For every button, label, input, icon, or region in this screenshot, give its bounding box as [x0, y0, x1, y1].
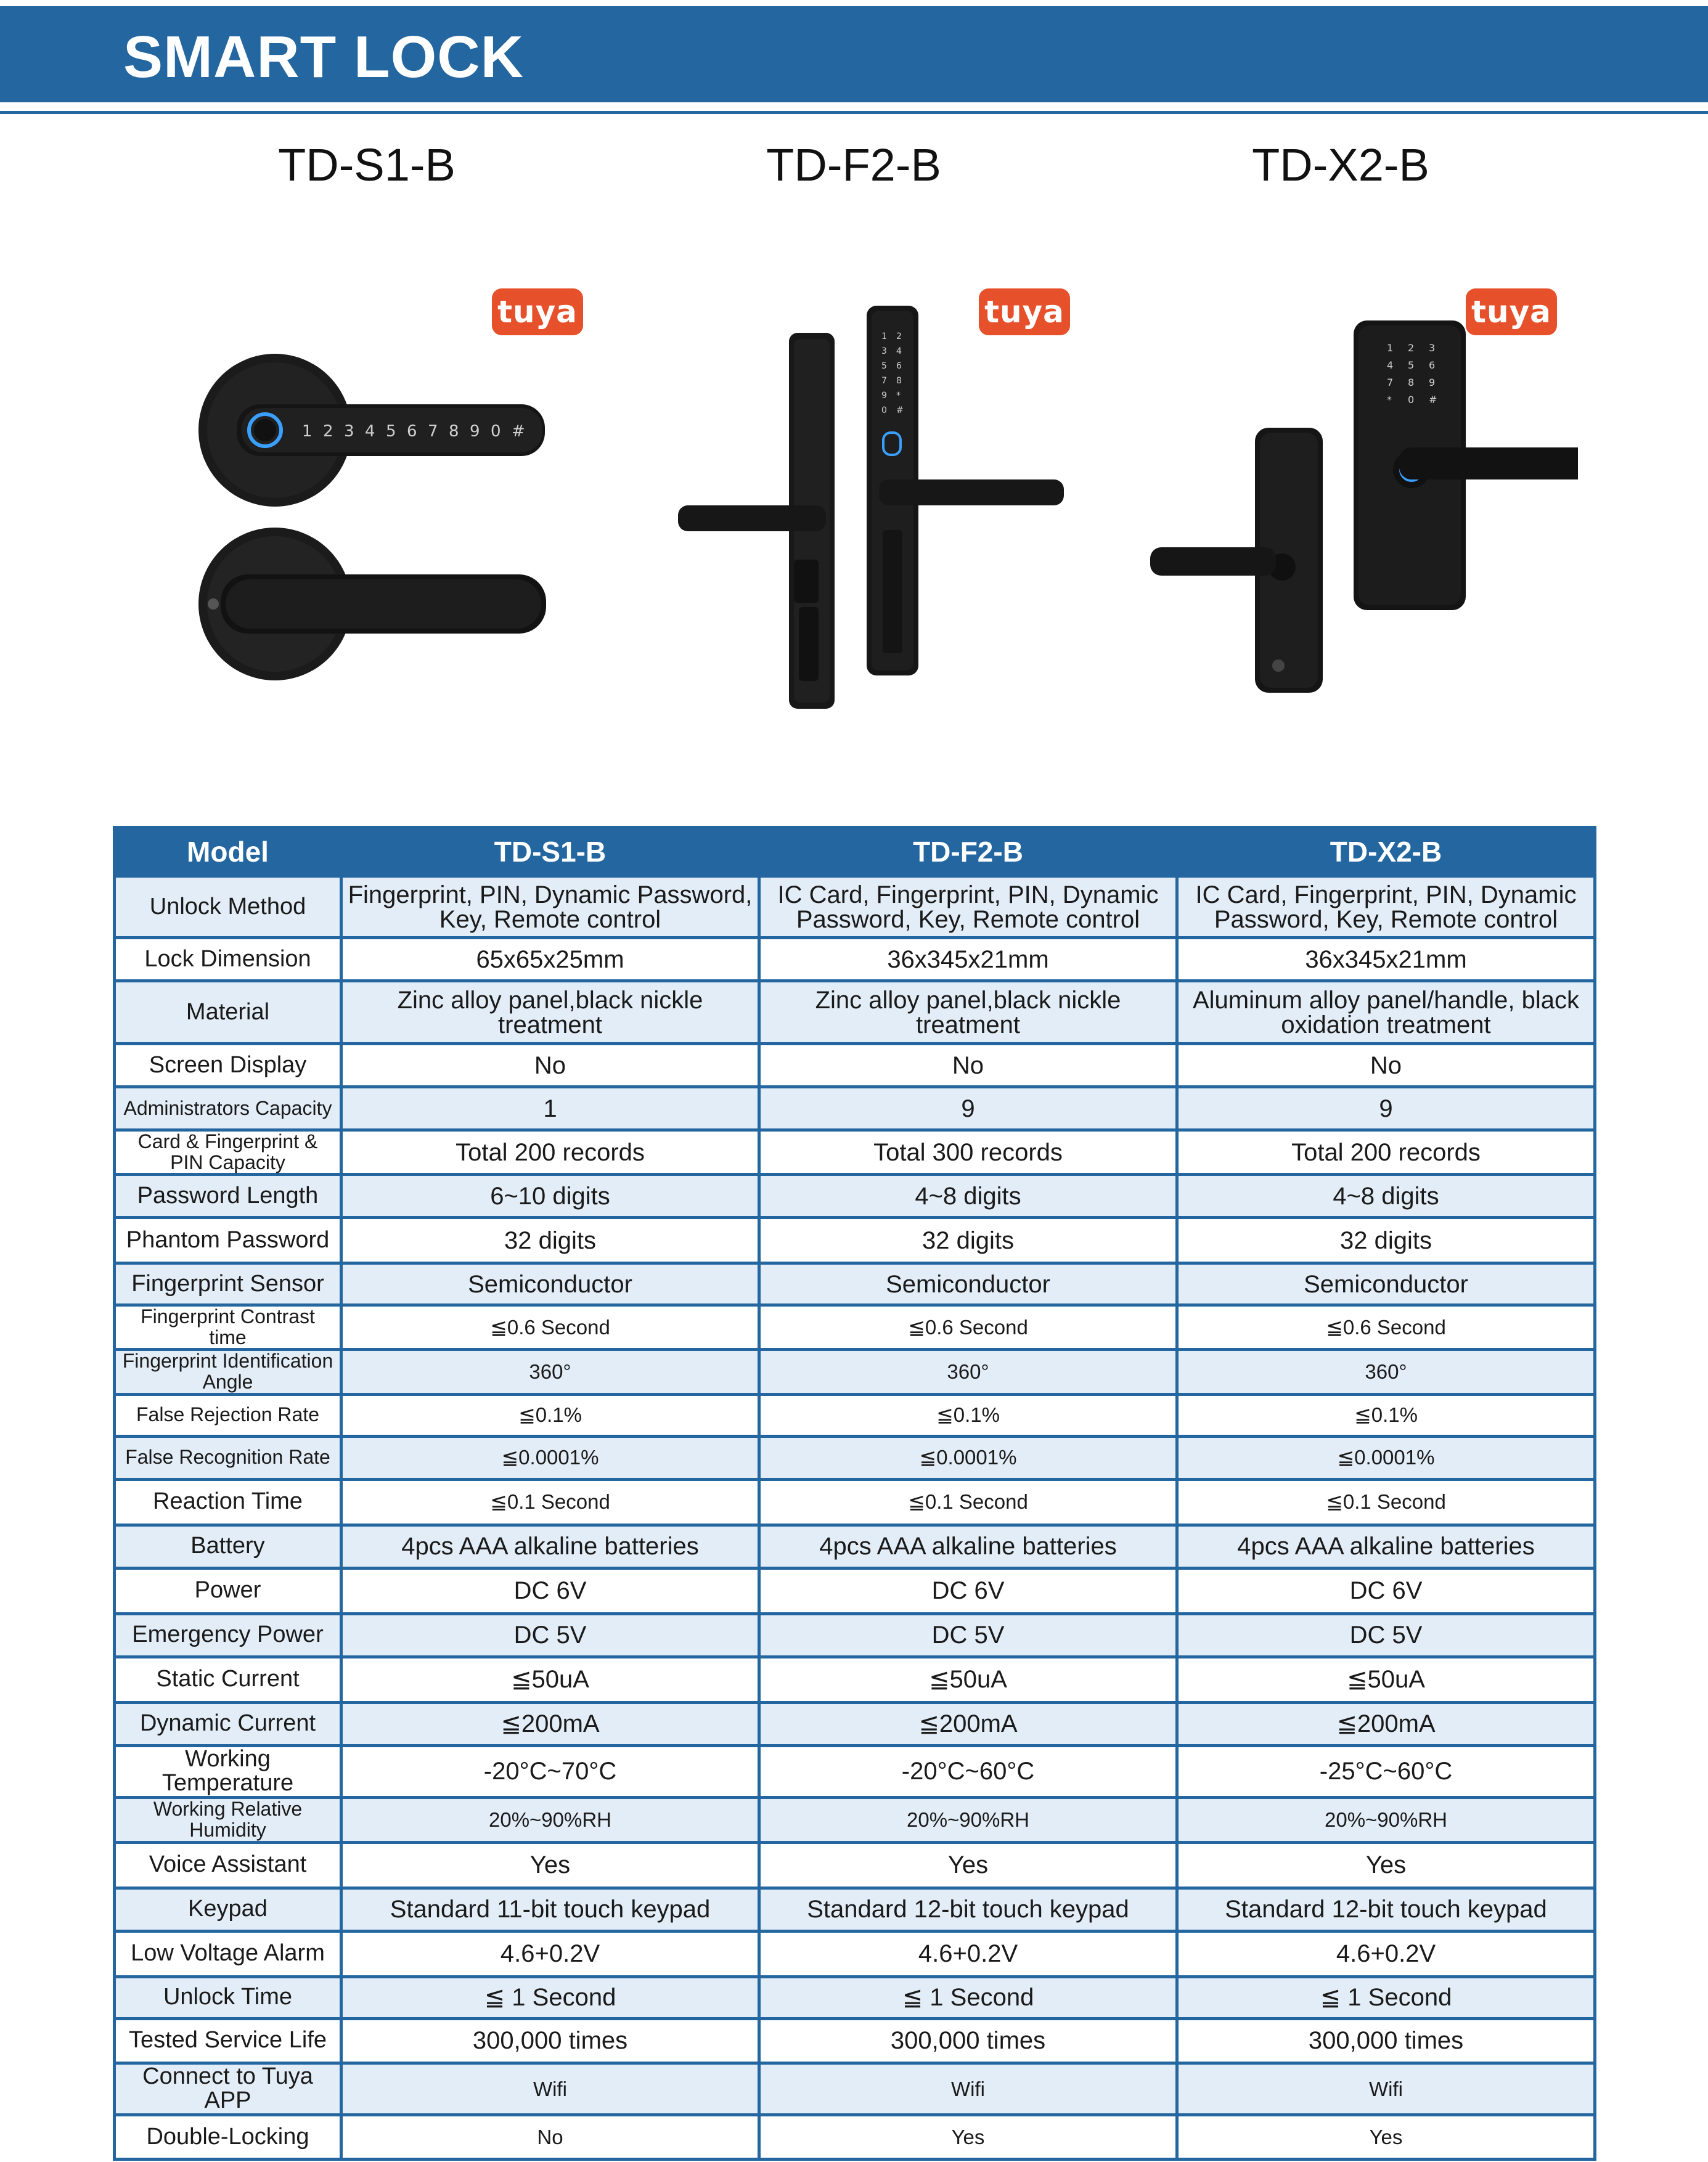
keypad-digit: 6: [1429, 359, 1436, 371]
model-heading-td-f2-b: TD-F2-B: [766, 139, 941, 190]
cell-value: 300,000 times: [1177, 2018, 1595, 2063]
cell-value: IC Card, Fingerprint, PIN, Dynamic Password, Key, Remote control: [1177, 876, 1595, 938]
cell-value: No: [759, 1044, 1177, 1087]
cell-value: 65x65x25mm: [341, 938, 759, 981]
row-label: Battery: [115, 1525, 341, 1568]
cell-value: 4.6+0.2V: [759, 1931, 1177, 1976]
cell-value: 4pcs AAA alkaline batteries: [1177, 1525, 1595, 1568]
cell-value: ≦0.0001%: [759, 1436, 1177, 1479]
cell-value: Total 300 records: [759, 1130, 1177, 1175]
cell-value: Standard 12-bit touch keypad: [1177, 1888, 1595, 1931]
row-label: Fingerprint Contrast time: [115, 1305, 341, 1350]
cell-value: Standard 11-bit touch keypad: [341, 1888, 759, 1931]
row-label: Unlock Time: [115, 1976, 341, 2018]
cell-value: ≦0.1 Second: [341, 1479, 759, 1525]
table-row: [115, 1657, 1595, 1702]
cell-value: DC 5V: [759, 1613, 1177, 1657]
cell-value: Standard 12-bit touch keypad: [759, 1888, 1177, 1931]
cell-value: Yes: [1177, 1842, 1595, 1888]
cell-value: IC Card, Fingerprint, PIN, Dynamic Password, Key, Remote control: [759, 876, 1177, 938]
row-label: Reaction Time: [115, 1479, 341, 1525]
cell-value: Total 200 records: [1177, 1130, 1595, 1175]
cell-value: Total 200 records: [341, 1130, 759, 1175]
keypad-digit: 1: [881, 332, 887, 341]
cell-value: -20°C~60°C: [759, 1745, 1177, 1798]
cell-value: -25°C~60°C: [1177, 1745, 1595, 1798]
cell-value: ≦ 1 Second: [341, 1976, 759, 2018]
cell-value: ≦50uA: [759, 1657, 1177, 1702]
row-label: False Rejection Rate: [115, 1394, 341, 1436]
cell-value: ≦0.0001%: [341, 1436, 759, 1479]
keypad-digit: 0: [1408, 394, 1415, 406]
model-heading-td-s1-b: TD-S1-B: [278, 139, 456, 190]
header-cell-model: Model: [115, 828, 341, 876]
cell-value: 4pcs AAA alkaline batteries: [759, 1525, 1177, 1568]
table-row: [115, 1394, 1595, 1436]
keypad-digit: 8: [449, 422, 459, 441]
page-title: SMART LOCK: [123, 24, 524, 90]
header-divider: [0, 111, 1708, 114]
cell-value: 300,000 times: [341, 2018, 759, 2063]
row-label: Administrators Capacity: [115, 1087, 341, 1130]
keypad-digit: 7: [881, 376, 887, 386]
cell-value: ≦0.1%: [1177, 1394, 1595, 1436]
row-label: Voice Assistant: [115, 1842, 341, 1888]
table-row: [115, 2018, 1595, 2063]
header-cell-td-f2-b: TD-F2-B: [759, 828, 1177, 876]
table-row: [115, 1931, 1595, 1976]
cell-value: Wifi: [1177, 2063, 1595, 2115]
cell-value: ≦200mA: [1177, 1702, 1595, 1745]
cell-value: Zinc alloy panel,black nickle treatment: [341, 981, 759, 1044]
row-label: Fingerprint Sensor: [115, 1263, 341, 1305]
cell-value: 36x345x21mm: [759, 938, 1177, 981]
product-image-td-s1-b: [173, 271, 604, 733]
keypad-digit: 5: [1408, 359, 1415, 371]
cell-value: 32 digits: [1177, 1218, 1595, 1263]
slim-lock-illustration: [660, 271, 1091, 715]
cell-value: Yes: [341, 1842, 759, 1888]
cell-value: 20%~90%RH: [759, 1798, 1177, 1842]
cell-value: No: [1177, 1044, 1595, 1087]
keypad-digit: 9: [1429, 377, 1436, 388]
cell-value: 36x345x21mm: [1177, 938, 1595, 981]
keypad-digit: #: [1429, 394, 1437, 406]
table-row: [115, 1436, 1595, 1479]
cell-value: Fingerprint, PIN, Dynamic Password, Key, Remote control: [341, 876, 759, 938]
cell-value: DC 5V: [1177, 1613, 1595, 1657]
keypad-digit: 0: [491, 422, 501, 441]
tuya-logo: tuya: [1466, 288, 1557, 335]
table-row: [115, 2115, 1595, 2160]
cell-value: 9: [1177, 1087, 1595, 1130]
tuya-logo: tuya: [492, 288, 583, 335]
cell-value: 4.6+0.2V: [341, 1931, 759, 1976]
cell-value: ≦200mA: [341, 1702, 759, 1745]
row-label: Screen Display: [115, 1044, 341, 1087]
cell-value: ≦200mA: [759, 1702, 1177, 1745]
cell-value: ≦0.6 Second: [759, 1305, 1177, 1350]
row-label: Tested Service Life: [115, 2018, 341, 2063]
cell-value: 9: [759, 1087, 1177, 1130]
table-row: [115, 1798, 1595, 1842]
cell-value: Yes: [1177, 2115, 1595, 2160]
panel-lock-illustration: [1146, 271, 1578, 715]
cell-value: DC 6V: [759, 1568, 1177, 1613]
model-heading-td-x2-b: TD-X2-B: [1252, 139, 1429, 190]
keypad-digit: 8: [1408, 377, 1415, 388]
table-row: [115, 1613, 1595, 1657]
keypad-digit: 4: [1387, 359, 1394, 371]
cell-value: ≦0.1%: [341, 1394, 759, 1436]
cell-value: 360°: [341, 1350, 759, 1394]
cell-value: 360°: [1177, 1350, 1595, 1394]
row-label: Working Temperature: [115, 1745, 341, 1798]
cell-value: Semiconductor: [1177, 1263, 1595, 1305]
cell-value: ≦0.6 Second: [341, 1305, 759, 1350]
keypad-digit: 8: [896, 376, 902, 386]
cell-value: 1: [341, 1087, 759, 1130]
row-label: Static Current: [115, 1657, 341, 1702]
cell-value: Semiconductor: [341, 1263, 759, 1305]
table-row: [115, 1888, 1595, 1931]
row-label: Power: [115, 1568, 341, 1613]
row-label: Password Length: [115, 1175, 341, 1218]
keypad-digit: 6: [896, 361, 902, 371]
lever-lock-illustration: [173, 271, 604, 715]
header-cell-td-x2-b: TD-X2-B: [1177, 828, 1595, 876]
cell-value: 32 digits: [341, 1218, 759, 1263]
table-row: [115, 1218, 1595, 1263]
cell-value: Zinc alloy panel,black nickle treatment: [759, 981, 1177, 1044]
row-label: Connect to Tuya APP: [115, 2063, 341, 2115]
table-row: [115, 1175, 1595, 1218]
keypad-digit: *: [1387, 394, 1392, 406]
cell-value: Yes: [759, 1842, 1177, 1888]
header-cell-td-s1-b: TD-S1-B: [341, 828, 759, 876]
table-header-row: [115, 828, 1595, 876]
cell-value: No: [341, 1044, 759, 1087]
tuya-logo: tuya: [979, 288, 1070, 335]
keypad-digit: 7: [1387, 377, 1394, 388]
table-row: [115, 1568, 1595, 1613]
keypad-digit: 0: [881, 406, 887, 415]
row-label: Unlock Method: [115, 876, 341, 938]
cell-value: ≦0.6 Second: [1177, 1305, 1595, 1350]
cell-value: 6~10 digits: [341, 1175, 759, 1218]
cell-value: 4~8 digits: [759, 1175, 1177, 1218]
keypad-digit: 9: [881, 391, 887, 401]
cell-value: 32 digits: [759, 1218, 1177, 1263]
table-row: [115, 1087, 1595, 1130]
cell-value: Aluminum alloy panel/handle, black oxidation treatment: [1177, 981, 1595, 1044]
table-row: [115, 1479, 1595, 1525]
table-row: [115, 938, 1595, 981]
cell-value: 4pcs AAA alkaline batteries: [341, 1525, 759, 1568]
cell-value: DC 6V: [341, 1568, 759, 1613]
cell-value: Wifi: [341, 2063, 759, 2115]
cell-value: No: [341, 2115, 759, 2160]
table-row: [115, 1305, 1595, 1350]
row-label: Working Relative Humidity: [115, 1798, 341, 1842]
keypad-digit: 2: [896, 332, 902, 341]
keypad-digit: #: [896, 406, 904, 415]
row-label: Double-Locking: [115, 2115, 341, 2160]
keypad-digit: 7: [428, 422, 438, 441]
cell-value: 4~8 digits: [1177, 1175, 1595, 1218]
cell-value: DC 6V: [1177, 1568, 1595, 1613]
cell-value: 360°: [759, 1350, 1177, 1394]
cell-value: ≦50uA: [1177, 1657, 1595, 1702]
keypad-digit: 6: [407, 422, 417, 441]
keypad-digit: 1: [1387, 342, 1394, 354]
cell-value: ≦0.0001%: [1177, 1436, 1595, 1479]
cell-value: 20%~90%RH: [341, 1798, 759, 1842]
row-label: Low Voltage Alarm: [115, 1931, 341, 1976]
table-row: [115, 876, 1595, 938]
cell-value: ≦0.1 Second: [1177, 1479, 1595, 1525]
table-row: [115, 1745, 1595, 1798]
keypad-digit: 5: [881, 361, 887, 371]
cell-value: DC 5V: [341, 1613, 759, 1657]
table-row: [115, 1976, 1595, 2018]
keypad-digit: 3: [344, 422, 354, 441]
cell-value: ≦ 1 Second: [759, 1976, 1177, 2018]
row-label: False Recognition Rate: [115, 1436, 341, 1479]
product-image-td-f2-b: [660, 271, 1091, 733]
table-row: [115, 1702, 1595, 1745]
keypad-digit: 3: [881, 346, 887, 356]
keypad-digit: *: [896, 391, 901, 401]
row-label: Lock Dimension: [115, 938, 341, 981]
cell-value: Wifi: [759, 2063, 1177, 2115]
keypad-digit: 1: [302, 422, 313, 441]
row-label: Card & Fingerprint & PIN Capacity: [115, 1130, 341, 1175]
cell-value: 4.6+0.2V: [1177, 1931, 1595, 1976]
keypad-digit: #: [512, 422, 525, 441]
row-label: Dynamic Current: [115, 1702, 341, 1745]
cell-value: ≦0.1 Second: [759, 1479, 1177, 1525]
row-label: Keypad: [115, 1888, 341, 1931]
cell-value: Semiconductor: [759, 1263, 1177, 1305]
cell-value: 300,000 times: [759, 2018, 1177, 2063]
spec-table-body: [115, 876, 1595, 2160]
table-row: [115, 1130, 1595, 1175]
keypad-digit: 4: [896, 346, 902, 356]
cell-value: ≦50uA: [341, 1657, 759, 1702]
table-row: [115, 981, 1595, 1044]
cell-value: ≦ 1 Second: [1177, 1976, 1595, 2018]
row-label: Fingerprint Identification Angle: [115, 1350, 341, 1394]
keypad-digit: 5: [386, 422, 396, 441]
table-row: [115, 2063, 1595, 2115]
cell-value: ≦0.1%: [759, 1394, 1177, 1436]
table-row: [115, 1525, 1595, 1568]
keypad-digit: 9: [470, 422, 480, 441]
table-row: [115, 1842, 1595, 1888]
keypad-digit: 4: [365, 422, 375, 441]
table-row: [115, 1044, 1595, 1087]
row-label: Emergency Power: [115, 1613, 341, 1657]
row-label: Phantom Password: [115, 1218, 341, 1263]
keypad-digit: 3: [1429, 342, 1436, 354]
keypad-digit: 2: [323, 422, 333, 441]
spec-table: [113, 826, 1596, 2161]
cell-value: Yes: [759, 2115, 1177, 2160]
row-label: Material: [115, 981, 341, 1044]
keypad-digit: 2: [1408, 342, 1415, 354]
product-image-td-x2-b: [1146, 271, 1578, 733]
cell-value: -20°C~70°C: [341, 1745, 759, 1798]
table-row: [115, 1263, 1595, 1305]
table-row: [115, 1350, 1595, 1394]
cell-value: 20%~90%RH: [1177, 1798, 1595, 1842]
